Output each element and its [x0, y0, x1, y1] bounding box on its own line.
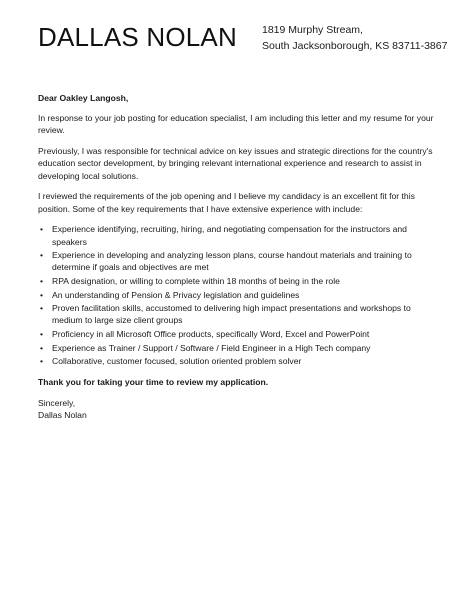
list-item-text: Collaborative, customer focused, solution oriented problem solver — [52, 356, 302, 367]
list-item — [38, 342, 438, 354]
bullet-icon: • — [40, 289, 44, 300]
list-item — [38, 355, 438, 367]
signature-name: Dallas Nolan — [38, 410, 87, 421]
signoff-block — [38, 397, 438, 421]
salutation: Dear Oakley Langosh, — [38, 93, 129, 103]
bullet-icon: • — [40, 303, 44, 314]
bullet-icon: • — [40, 356, 44, 367]
bullet-icon: • — [40, 250, 44, 261]
list-item-text: Proficiency in all Microsoft Office products, specifically Word, Excel and PowerPoint — [52, 328, 370, 339]
bullet-icon: • — [40, 328, 44, 339]
address-line-2: South Jacksonborough, KS 83711-3867 — [262, 39, 448, 52]
applicant-name: DALLAS NOLAN — [38, 22, 237, 52]
address-line-1: 1819 Murphy Stream, — [262, 24, 363, 36]
list-item — [38, 275, 438, 287]
bullet-icon: • — [40, 342, 44, 353]
signoff: Sincerely, — [38, 398, 76, 409]
paragraph-experience: Previously, I was responsible for technical advice on key issues and strategic directions for the country's education sector development, by bringing relevant international experience and research to assist in developing local solutions. — [38, 146, 433, 181]
list-item — [38, 249, 438, 273]
list-item-text: Experience in developing and analyzing lesson plans, course handout materials and training to determine if goals and objectives are met — [52, 250, 412, 273]
letter-body — [38, 92, 438, 422]
closing-statement: Thank you for taking your time to review my application. — [38, 377, 269, 388]
list-item — [38, 289, 438, 301]
applicant-address — [262, 23, 447, 54]
list-item — [38, 223, 438, 247]
list-item — [38, 302, 438, 326]
bullet-icon: • — [40, 224, 44, 235]
list-item-text: Experience identifying, recruiting, hiring, and negotiating compensation for the instructors and speakers — [52, 224, 407, 247]
paragraph-intro: In response to your job posting for education specialist, I am including this letter and my resume for your review. — [38, 113, 434, 136]
bullet-icon: • — [40, 276, 44, 286]
list-item-text: An understanding of Pension & Privacy legislation and guidelines — [52, 289, 300, 300]
list-item — [38, 328, 438, 340]
list-item-text: Proven facilitation skills, accustomed to delivering high impact presentations and workshops to medium to large size client groups — [52, 303, 411, 326]
list-item-text: Experience as Trainer / Support / Software / Field Engineer in a High Tech company — [52, 342, 371, 353]
letter-header — [38, 22, 458, 72]
requirements-list — [38, 223, 438, 367]
list-item-text: RPA designation, or willing to complete within 18 months of being in the role — [52, 276, 340, 286]
paragraph-requirements: I reviewed the requirements of the job opening and I believe my candidacy is an excellent fit for this position. Some of the key requirements that I have extensive experience with include: — [38, 191, 415, 214]
